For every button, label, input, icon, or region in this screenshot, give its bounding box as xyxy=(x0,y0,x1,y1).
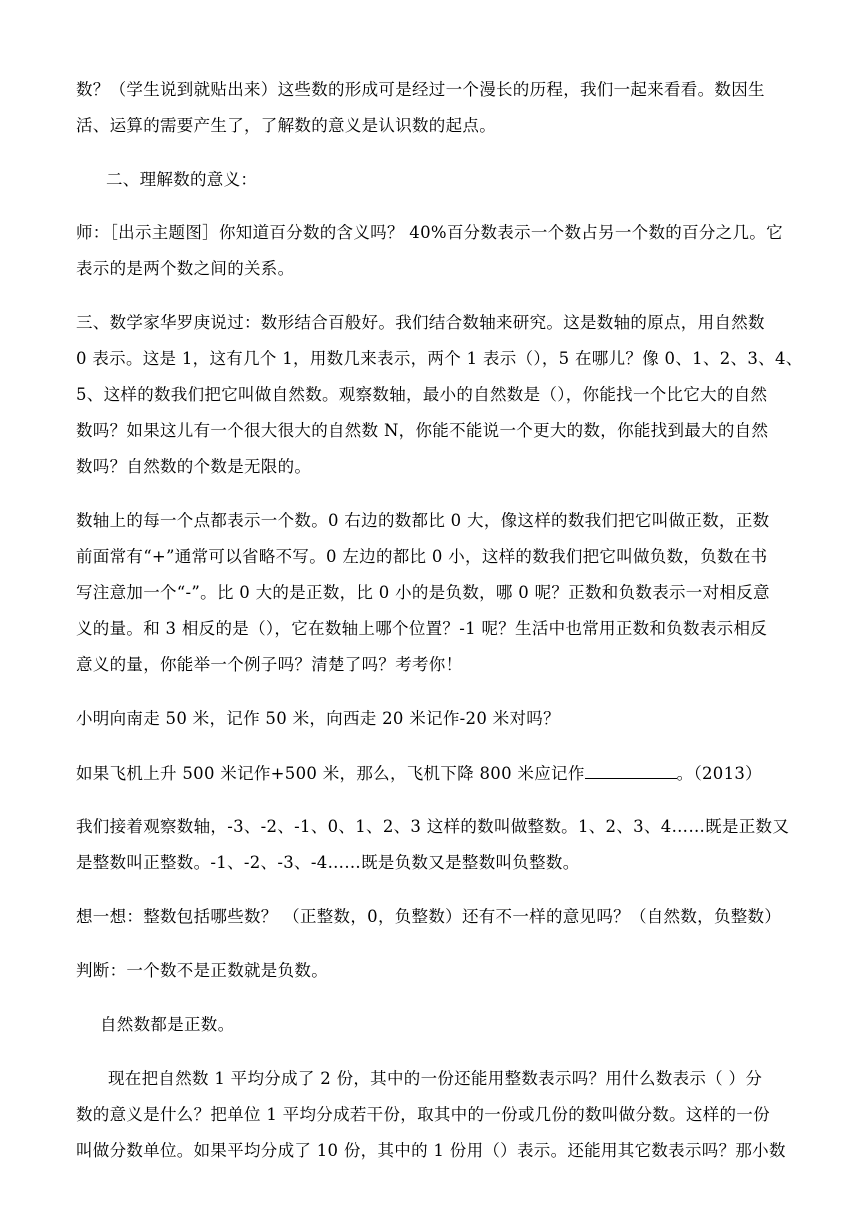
text-line: 数的意义是什么？把单位 1 平均分成若干份，取其中的一份或几份的数叫做分数。这样的一份 xyxy=(76,1105,770,1124)
text-line: 自然数都是正数。 xyxy=(100,1015,235,1034)
question-suffix: 。（2013） xyxy=(676,764,762,783)
text-line: 数吗？自然数的个数是无限的。 xyxy=(76,457,312,476)
text-line: 师：［出示主题图］你知道百分数的含义吗？ 40%百分数表示一个数占另一个数的百分之几。它 xyxy=(76,223,783,242)
text-line: 我们接着观察数轴，-3、-2、-1、0、1、2、3 这样的数叫做整数。1、2、3、4……既是正数又 xyxy=(76,817,790,836)
question-line: 小明向南走 50 米，记作 50 米，向西走 20 米记作-20 米对吗？ xyxy=(76,709,560,728)
text-line: 前面常有“+”通常可以省略不写。0 左边的都比 0 小，这样的数我们把它叫做负数，负数在书 xyxy=(76,547,768,566)
text-line: 是整数叫正整数。-1、-2、-3、-4……既是负数又是整数叫负整数。 xyxy=(76,853,580,872)
text-line: 数轴上的每一个点都表示一个数。0 右边的数都比 0 大，像这样的数我们把它叫做正数，正数 xyxy=(76,511,770,530)
text-line: 表示的是两个数之间的关系。 xyxy=(76,259,295,278)
text-line: 写注意加一个“-”。比 0 大的是正数，比 0 小的是负数，哪 0 呢？正数和负数表示一对相反意 xyxy=(76,583,770,602)
text-line: 5、这样的数我们把它叫做自然数。观察数轴，最小的自然数是（），你能找一个比它大的自然 xyxy=(76,385,768,404)
text-line: 叫做分数单位。如果平均分成了 10 份，其中的 1 份用（）表示。还能用其它数表示吗？那小数 xyxy=(76,1141,786,1160)
text-line: 现在把自然数 1 平均分成了 2 份，其中的一份还能用整数表示吗？用什么数表示（ ）分 xyxy=(108,1069,763,1088)
text-line: 想一想：整数包括哪些数？ （正整数，0，负整数）还有不一样的意见吗？（自然数，负整数） xyxy=(76,907,782,926)
text-line: 0 表示。这是 1，这有几个 1，用数几来表示，两个 1 表示（），5 在哪儿？像 0、1、2、3、4、 xyxy=(76,349,803,368)
text-line: 活、运算的需要产生了，了解数的意义是认识数的起点。 xyxy=(76,116,496,135)
text-line: 数？（学生说到就贴出来）这些数的形成可是经过一个漫长的历程，我们一起来看看。数因生 xyxy=(76,80,765,99)
question-text: 如果飞机上升 500 米记作+500 米，那么，飞机下降 800 米应记作 xyxy=(76,764,585,783)
text-line: 判断：一个数不是正数就是负数。 xyxy=(76,961,328,980)
text-line: 数吗？如果这儿有一个很大很大的自然数 N，你能不能说一个更大的数，你能找到最大的自然 xyxy=(76,421,769,440)
answer-blank xyxy=(585,762,677,779)
text-line: 三、数学家华罗庚说过：数形结合百般好。我们结合数轴来研究。这是数轴的原点，用自然数 xyxy=(76,313,765,332)
section-heading: 二、理解数的意义： xyxy=(106,170,258,189)
text-line: 意义的量，你能举一个例子吗？清楚了吗？考考你！ xyxy=(76,655,463,674)
question-line xyxy=(76,762,762,785)
text-line: 义的量。和 3 相反的是（），它在数轴上哪个位置？-1 呢？生活中也常用正数和负数表示相反 xyxy=(76,619,768,638)
